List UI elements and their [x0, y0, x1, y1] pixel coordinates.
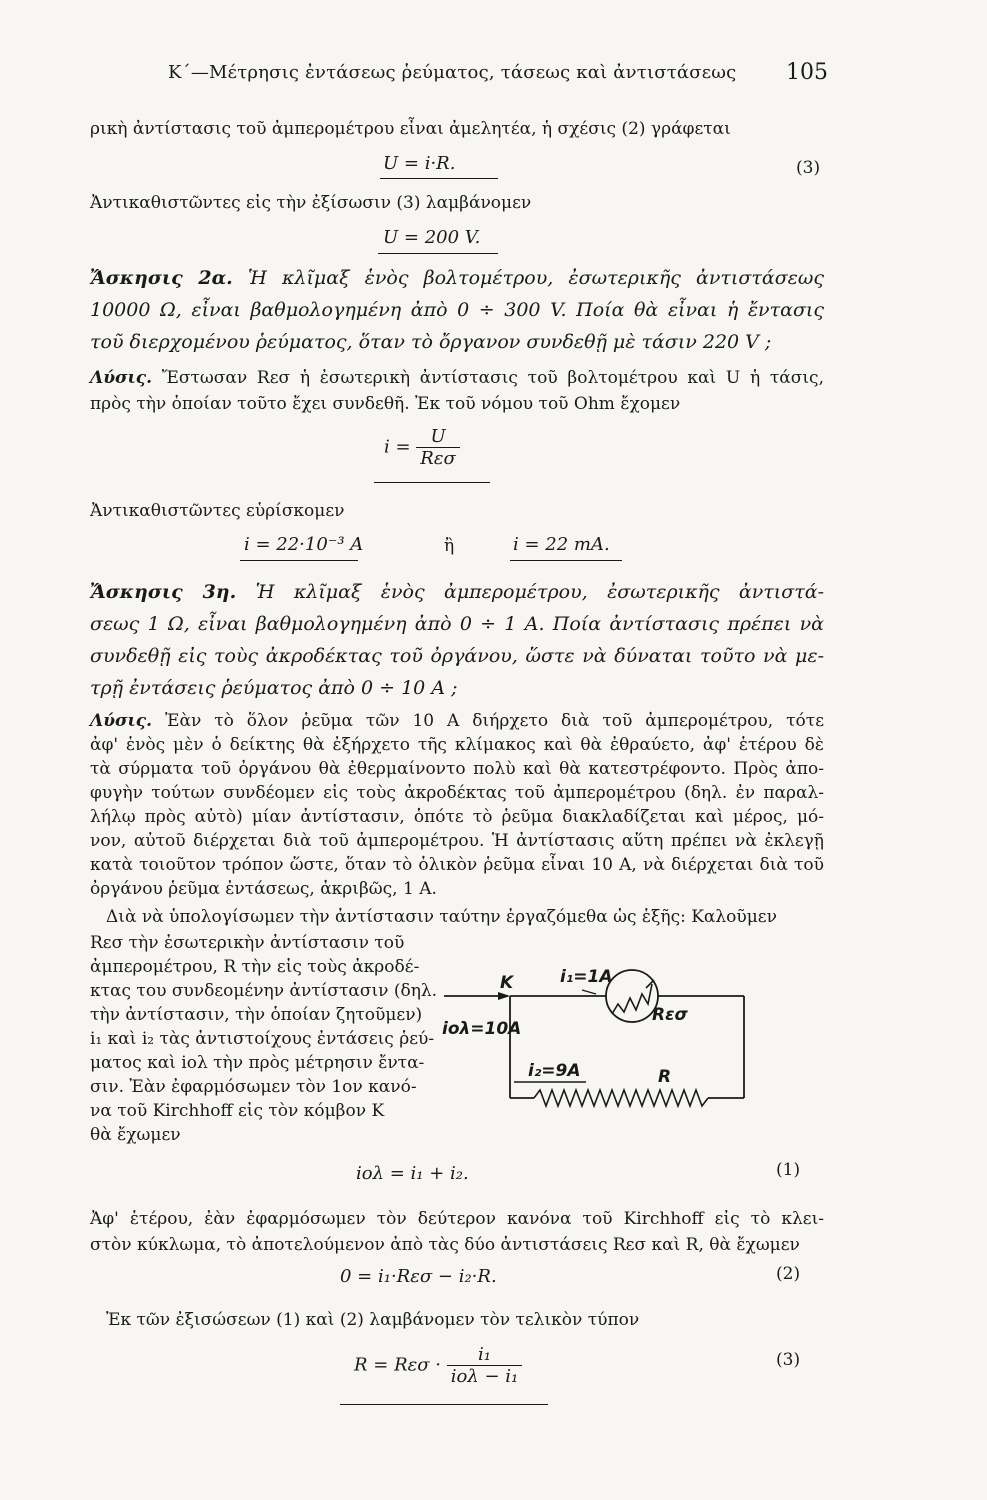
exercise-3-heading: Ἄσκησις 3η. [90, 581, 237, 603]
intro-line-1: ρικὴ ἀντίστασις τοῦ ἀμπερομέτρου εἶναι ἀμελητέα, ἡ σχέσις (2) γράφεται [90, 119, 731, 139]
exercise-3-solution-8: ὀργάνου ῥεῦμα ἐντάσεως, ἀκριβῶς, 1 A. [90, 879, 437, 899]
paragraph-2-line-7: ματος καὶ iολ τὴν πρὸς μέτρησιν ἔντα- [90, 1053, 425, 1073]
kirchhoff-first-law: iολ = i₁ + i₂. [356, 1163, 469, 1184]
internal-resistor-icon [612, 984, 652, 1014]
equation-underline [374, 482, 490, 483]
equation-number: (3) [776, 1350, 801, 1370]
current-i1-label: i₁=1A [560, 967, 613, 987]
exercise-2-line-3: τοῦ διερχομένου ῥεύματος, ὅταν τὸ ὄργανον συνδεθῇ μὲ τάσιν 220 V ; [90, 331, 772, 353]
exercise-2-heading: Ἄσκησις 2α. [90, 267, 233, 289]
arrow-icon [646, 980, 654, 988]
equation-u-ir: U = i·R. [383, 153, 456, 174]
exercise-3-line-4: τρῇ ἐντάσεις ῥεύματος ἀπὸ 0 ÷ 10 A ; [90, 677, 458, 699]
result-milliamperes: i = 22 mA. [513, 534, 610, 555]
running-header: Κ΄—Μέτρησις ἐντάσεως ῥεύματος, τάσεως καὶ ἀντιστάσεως [168, 62, 737, 83]
shunt-resistor-icon [534, 1090, 708, 1106]
equation-number: (1) [776, 1160, 801, 1180]
paragraph-2-line-3: ἀμπερομέτρου, R τὴν εἰς τοὺς ἀκροδέ- [90, 957, 420, 977]
arrow-icon [582, 990, 596, 994]
kirchhoff-second-law: 0 = i₁·Rεσ − i₂·R. [340, 1266, 497, 1287]
page-number: 105 [786, 60, 828, 85]
shunt-resistance-label: R [658, 1067, 672, 1087]
paragraph-2-line-6: i₁ καὶ i₂ τὰς ἀντιστοίχους ἐντάσεις ῥεύ- [90, 1029, 435, 1049]
paragraph-3-line-2: στὸν κύκλωμα, τὸ ἀποτελούμενον ἀπὸ τὰς δύο ἀντιστάσεις Rεσ καὶ R, θὰ ἔχωμεν [90, 1235, 800, 1255]
paragraph-2-line-9: να τοῦ Kirchhoff εἰς τὸν κόμβον K [90, 1101, 385, 1121]
paragraph-4: Ἐκ τῶν ἐξισώσεων (1) καὶ (2) λαμβάνομεν τὸν τελικὸν τύπον [106, 1310, 640, 1330]
exercise-3-line-2: σεως 1 Ω, εἶναι βαθμολογημένη ἀπὸ 0 ÷ 1 A. Ποία ἀντίστασις πρέπει νὰ [90, 613, 824, 635]
paragraph-3-line-1: Ἀφ' ἑτέρου, ἐὰν ἐφαρμόσωμεν τὸν δεύτερον κανόνα τοῦ Kirchhoff εἰς τὸ κλει- [90, 1209, 824, 1229]
equation-number: (3) [796, 158, 821, 178]
paragraph-2-line-10: θὰ ἔχωμεν [90, 1125, 181, 1145]
internal-resistance-label: Rεσ [652, 1005, 688, 1025]
exercise-2-solution-2: πρὸς τὴν ὁποίαν τοῦτο ἔχει συνδεθῆ. Ἐκ τοῦ νόμου τοῦ Ohm ἔχομεν [90, 394, 681, 414]
exercise-3-solution-4: φυγὴν τούτων συνδέομεν εἰς τοὺς ἀκροδέκτας τοῦ ἀμπερομέτρου (δηλ. ἐν παραλ- [90, 783, 824, 803]
result-amperes: i = 22·10⁻³ A [244, 534, 364, 555]
exercise-3-solution-1: Λύσις. Ἐὰν τὸ ὅλον ῥεῦμα τῶν 10 A διήρχετο διὰ τοῦ ἀμπερομέτρου, τότε [90, 711, 825, 731]
equation-underline [510, 560, 622, 561]
solution-heading: Λύσις. [90, 711, 153, 731]
intro-line-2: Ἀντικαθιστῶντες εἰς τὴν ἐξίσωσιν (3) λαμβάνομεν [90, 193, 532, 213]
exercise-3-line-1: Ἄσκησις 3η. Ἡ κλῖμαξ ἑνὸς ἀμπερομέτρου, ἐσωτερικῆς ἀντιστά- [90, 581, 824, 603]
circuit-diagram [436, 958, 766, 1108]
equation-underline [340, 1404, 548, 1405]
paragraph-2-line-5: τὴν ἀντίστασιν, τὴν ὁποίαν ζητοῦμεν) [90, 1005, 423, 1025]
node-k-label: K [500, 973, 514, 993]
exercise-2-solution-3: Ἀντικαθιστῶντες εὑρίσκομεν [90, 501, 345, 521]
equation-underline [240, 560, 358, 561]
exercise-2-line-2: 10000 Ω, εἶναι βαθμολογημένη ἀπὸ 0 ÷ 300 V. Ποία θὰ εἶναι ἡ ἔντασις [90, 299, 824, 321]
exercise-2-solution-1: Λύσις. Ἔστωσαν Rεσ ἡ ἐσωτερικὴ ἀντίστασις τοῦ βολτομέτρου καὶ U ἡ τάσις, [90, 368, 824, 388]
exercise-3-solution-6: νον, αὐτοῦ διέρχεται διὰ τοῦ ἀμπερομέτρου. Ἡ ἀντίστασις αὕτη πρέπει νὰ ἐκλεγῇ [90, 831, 824, 851]
paragraph-2-line-4: κτας του συνδεομένην ἀντίστασιν (δηλ. [90, 981, 438, 1001]
total-current-label: iολ=10A [442, 1019, 522, 1039]
current-i2-label: i₂=9A [528, 1061, 581, 1081]
equation-u-200v: U = 200 V. [383, 227, 481, 248]
final-formula: R = Rεσ · $\frac{\text{i₁}}{\text{iολ − i₁}}$ [354, 1344, 522, 1387]
solution-heading: Λύσις. [90, 368, 153, 388]
equation-number: (2) [776, 1264, 801, 1284]
paragraph-2-line-1: Διὰ νὰ ὑπολογίσωμεν τὴν ἀντίστασιν ταύτην ἐργαζόμεθα ὡς ἑξῆς: Καλοῦμεν [106, 907, 777, 927]
arrow-icon [498, 992, 510, 1000]
exercise-2-line-1: Ἄσκησις 2α. Ἡ κλῖμαξ ἑνὸς βολτομέτρου, ἐσωτερικῆς ἀντιστάσεως [90, 267, 824, 289]
equation-underline [378, 253, 498, 254]
ohm-law-fraction: i = $\frac{U}{\text{Rεσ}}$ [384, 426, 460, 469]
exercise-3-solution-7: κατὰ τοιοῦτον τρόπον ὥστε, ὅταν τὸ ὁλικὸν ῥεῦμα εἶναι 10 A, νὰ διέρχεται διὰ τοῦ [90, 855, 824, 875]
result-or: ἢ [444, 536, 455, 556]
paragraph-2-line-8: σιν. Ἐὰν ἐφαρμόσωμεν τὸν 1ον κανό- [90, 1077, 417, 1097]
paragraph-2-line-2: Rεσ τὴν ἐσωτερικὴν ἀντίστασιν τοῦ [90, 933, 405, 953]
exercise-3-solution-3: τὰ σύρματα τοῦ ὀργάνου θὰ ἐθερμαίνοντο πολὺ καὶ θὰ κατεστρέφοντο. Πρὸς ἀπο- [90, 759, 824, 779]
exercise-3-line-3: συνδεθῇ εἰς τοὺς ἀκροδέκτας τοῦ ὀργάνου, ὥστε νὰ δύναται τοῦτο νὰ με- [90, 645, 824, 667]
equation-underline [380, 178, 498, 179]
exercise-3-solution-2: ἀφ' ἑνὸς μὲν ὁ δείκτης θὰ ἐξήρχετο τῆς κλίμακος καὶ θὰ ἐθραύετο, ἀφ' ἑτέρου δὲ [90, 735, 824, 755]
exercise-3-solution-5: λήλῳ πρὸς αὐτὸ) μίαν ἀντίστασιν, ὁπότε τὸ ῥεῦμα διακλαδίζεται καὶ μέρος, μό- [90, 807, 824, 827]
